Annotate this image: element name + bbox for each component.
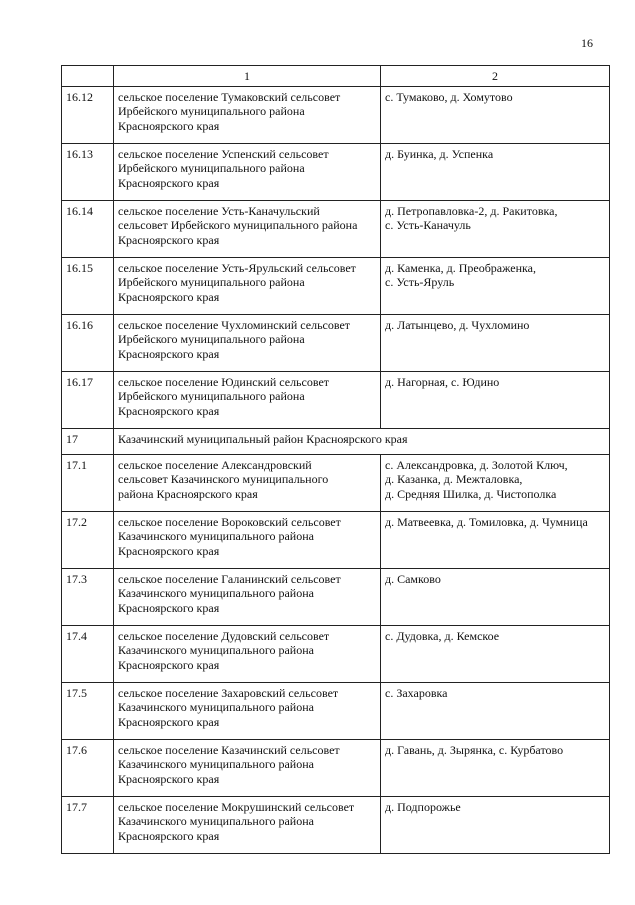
localities-list: с. Дудовка, д. Кемское: [381, 626, 610, 683]
table-row: [62, 683, 610, 740]
region-row: [62, 429, 610, 455]
row-number: 16.15: [62, 258, 114, 315]
localities-list: с. Захаровка: [381, 683, 610, 740]
settlement-name: сельское поселение Чухломинский сельсовет Ирбейского муниципального района Красноярского края: [114, 315, 381, 372]
localities-list: д. Матвеевка, д. Томиловка, д. Чумница: [381, 512, 610, 569]
settlement-name: сельское поселение Захаровский сельсовет Казачинского муниципального района Красноярского края: [114, 683, 381, 740]
settlements-table: [61, 65, 610, 854]
settlement-name: сельское поселение Александровский сельсовет Казачинского муниципального района Красноярского края: [114, 455, 381, 512]
row-number: 17: [62, 429, 114, 455]
row-number: 16.13: [62, 144, 114, 201]
table-row: [62, 626, 610, 683]
table-row: [62, 569, 610, 626]
table-row: [62, 512, 610, 569]
localities-list: д. Буинка, д. Успенка: [381, 144, 610, 201]
row-number: 16.16: [62, 315, 114, 372]
localities-list: д. Латынцево, д. Чухломино: [381, 315, 610, 372]
settlement-name: сельское поселение Усть-Ярульский сельсовет Ирбейского муниципального района Красноярского края: [114, 258, 381, 315]
row-number: 17.3: [62, 569, 114, 626]
table-row: [62, 315, 610, 372]
localities-list: с. Александровка, д. Золотой Ключ, д. Казанка, д. Межталовка, д. Средняя Шилка, д. Чистополка: [381, 455, 610, 512]
header-cell-1: 1: [114, 66, 381, 87]
settlement-name: сельское поселение Успенский сельсовет Ирбейского муниципального района Красноярского края: [114, 144, 381, 201]
localities-list: д. Гавань, д. Зырянка, с. Курбатово: [381, 740, 610, 797]
settlement-name: сельское поселение Галанинский сельсовет Казачинского муниципального района Красноярского края: [114, 569, 381, 626]
settlement-name: сельское поселение Усть-Каначульский сельсовет Ирбейского муниципального района Красноярского края: [114, 201, 381, 258]
settlement-name: сельское поселение Дудовский сельсовет Казачинского муниципального района Красноярского края: [114, 626, 381, 683]
row-number: 16.14: [62, 201, 114, 258]
localities-list: д. Самково: [381, 569, 610, 626]
settlement-name: сельское поселение Казачинский сельсовет Казачинского муниципального района Красноярского края: [114, 740, 381, 797]
page-number: 16: [581, 36, 593, 50]
table-header-row: [62, 66, 610, 87]
row-number: 17.1: [62, 455, 114, 512]
localities-list: д. Подпорожье: [381, 797, 610, 854]
settlement-name: сельское поселение Мокрушинский сельсовет Казачинского муниципального района Красноярского края: [114, 797, 381, 854]
table-row: [62, 258, 610, 315]
localities-list: д. Петропавловка-2, д. Ракитовка, с. Усть-Каначуль: [381, 201, 610, 258]
row-number: 17.7: [62, 797, 114, 854]
localities-list: д. Нагорная, с. Юдино: [381, 372, 610, 429]
table-row: [62, 87, 610, 144]
row-number: 17.5: [62, 683, 114, 740]
row-number: 17.2: [62, 512, 114, 569]
region-name: Казачинский муниципальный район Красноярского края: [114, 429, 610, 455]
localities-list: д. Каменка, д. Преображенка, с. Усть-Яруль: [381, 258, 610, 315]
settlement-name: сельское поселение Тумаковский сельсовет Ирбейского муниципального района Красноярского края: [114, 87, 381, 144]
settlement-name: сельское поселение Юдинский сельсовет Ирбейского муниципального района Красноярского края: [114, 372, 381, 429]
table-row: [62, 740, 610, 797]
settlement-name: сельское поселение Вороковский сельсовет Казачинского муниципального района Красноярского края: [114, 512, 381, 569]
row-number: 17.6: [62, 740, 114, 797]
table-row: [62, 144, 610, 201]
table-row: [62, 372, 610, 429]
header-cell-number: [62, 66, 114, 87]
row-number: 17.4: [62, 626, 114, 683]
table-row: [62, 455, 610, 512]
table-row: [62, 201, 610, 258]
row-number: 16.17: [62, 372, 114, 429]
header-cell-2: 2: [381, 66, 610, 87]
table-row: [62, 797, 610, 854]
localities-list: с. Тумаково, д. Хомутово: [381, 87, 610, 144]
row-number: 16.12: [62, 87, 114, 144]
table-body: [62, 66, 610, 854]
